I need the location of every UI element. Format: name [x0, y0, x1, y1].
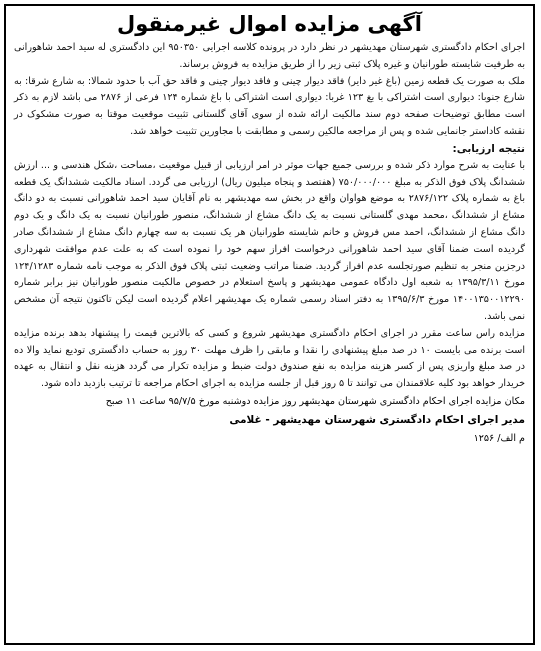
intro-paragraph: اجرای احکام دادگستری شهرستان مهدیشهر در نظر دارد در پرونده کلاسه اجرایی ۹۵۰۳۵۰ این دادگستری له سید احمد شاهورانی به طرفیت شایسته طورانیان و غیره پلاک ثبتی زیر را از طریق مزایده به فروش برساند.: [14, 42, 525, 70]
notice-body: [6, 40, 533, 393]
result-heading: نتیجه ارزیابی:: [452, 142, 525, 155]
auction-notice: [4, 4, 535, 645]
notice-title: آگهی مزایده اموال غیرمنقول: [117, 12, 422, 36]
result-paragraph: با عنایت به شرح موارد ذکر شده و بررسی جمیع جهات موثر در امر ارزیابی از قبیل موقعیت ،مساحت ،شکل هندسی و ... ارزش ششدانگ پلاک فوق الذکر به مبلغ ۷۵۰/۰۰۰/۰۰۰ (هفتصد و پنجاه میلیون ریال) ارزیابی می گردد. اسناد مالکیت ششدانگ یک قطعه باغ به شماره پلاک ۲۸۷۶/۱۲۲ به موضع هواوان واقع در بخش سه مهدیشهر به نام آقایان سید احمد شاهورانی نسبت به دو دانگ مشاع از ششدانگ ،محمد مهدی گلستانی نسبت به یک دانگ مشاع از ششدانگ، منصور طورانیان نسبت به یک دانگ و یک دوم دانگ مشاع از ششدانگ، احمد مس فروش و خانم شایسته طورانیان هر یک نسبت به سه چهارم دانگ مشاع از ششدانگ صادر گردیده است ضمنا آقای سید احمد شاهورانی درخواست افراز سهم خود را نموده است که به علت عدم موافقت شهرداری درجزین منجر به تنظیم صورتجلسه عدم افراز گردید. ضمنا مراتب وضعیت ثبتی پلاک فوق الذکر به موجب نامه شماره ۱۲۴/۱۲۸۳ مورخ ۱۳۹۵/۳/۱۱ به شعبه اول دادگاه عمومی مهدیشهر و پاسخ استعلام در خصوص مالکیت منصور طورانیان نیز برابر شماره ۱۴۰۰۱۳۵۰۰۱۲۲۹۰ مورخ ۱۳۹۵/۶/۳ به دفتر اسناد رسمی شماره یک مهدیشهر اعلام گردیده است لیکن تاکنون نتیجه آن مشخص نمی باشد.: [14, 159, 526, 322]
reference-number: م الف/ ۱۲۵۶: [473, 432, 525, 444]
terms-paragraph: مزایده راس ساعت مقرر در اجرای احکام دادگستری مهدیشهر شروع و کسی که بالاترین قیمت را پیشنهاد بدهد برنده مزایده است برنده می بایست ۱۰ در صد مبلغ پیشنهادی را نقدا و مابقی را ظرف مهلت ۳۰ روز به حساب دادگستری تودیع نماید والا ده در صد مبلغ واریزی پس از کسر هزینه مزایده به نفع صندوق دولت ضبط و مزایده تکرار می گردد هزینه نقل و انتقال به عهده خریدار خواهد بود کلیه علاقمندان می توانند تا ۵ روز قبل از جلسه مزایده به اجرای احکام مراجعه تا ترتیب بازدید داده شود.: [14, 327, 525, 390]
property-paragraph: ملک به صورت یک قطعه زمین (باغ غیر دایر) فاقد دیوار چینی و فاقد دیوار چینی و فاقد حق آب با حدود شمالا: به شارع شرقا: به شارع جنوبا: دیواری است اشتراکی با بغ ۱۲۳ غربا: دیواری است اشتراکی با باغ شماره ۱۲۴ فرعی از ۲۸۷۶ می باشد لازم به ذکر است مطابق توضیحات صفحه دوم سند مالکیت ارائه شده از سوی آقای گلستانی تثبیت موقعیت موقتا به صورت مشکوک در نقشه کاداستر جانمایی شده و پس از مراجعه مالکین رسمی و مطابقت با مجاورین تثبیت خواهد شد.: [14, 75, 525, 137]
place-time-line: مکان مزایده اجرای احکام دادگستری شهرستان مهدیشهر روز مزایده دوشنبه مورخ ۹۵/۷/۵ ساعت ۱۱ صبح: [105, 395, 525, 407]
signature-line: مدیر اجرای احکام دادگستری شهرستان مهدیشهر - غلامی: [229, 413, 525, 426]
